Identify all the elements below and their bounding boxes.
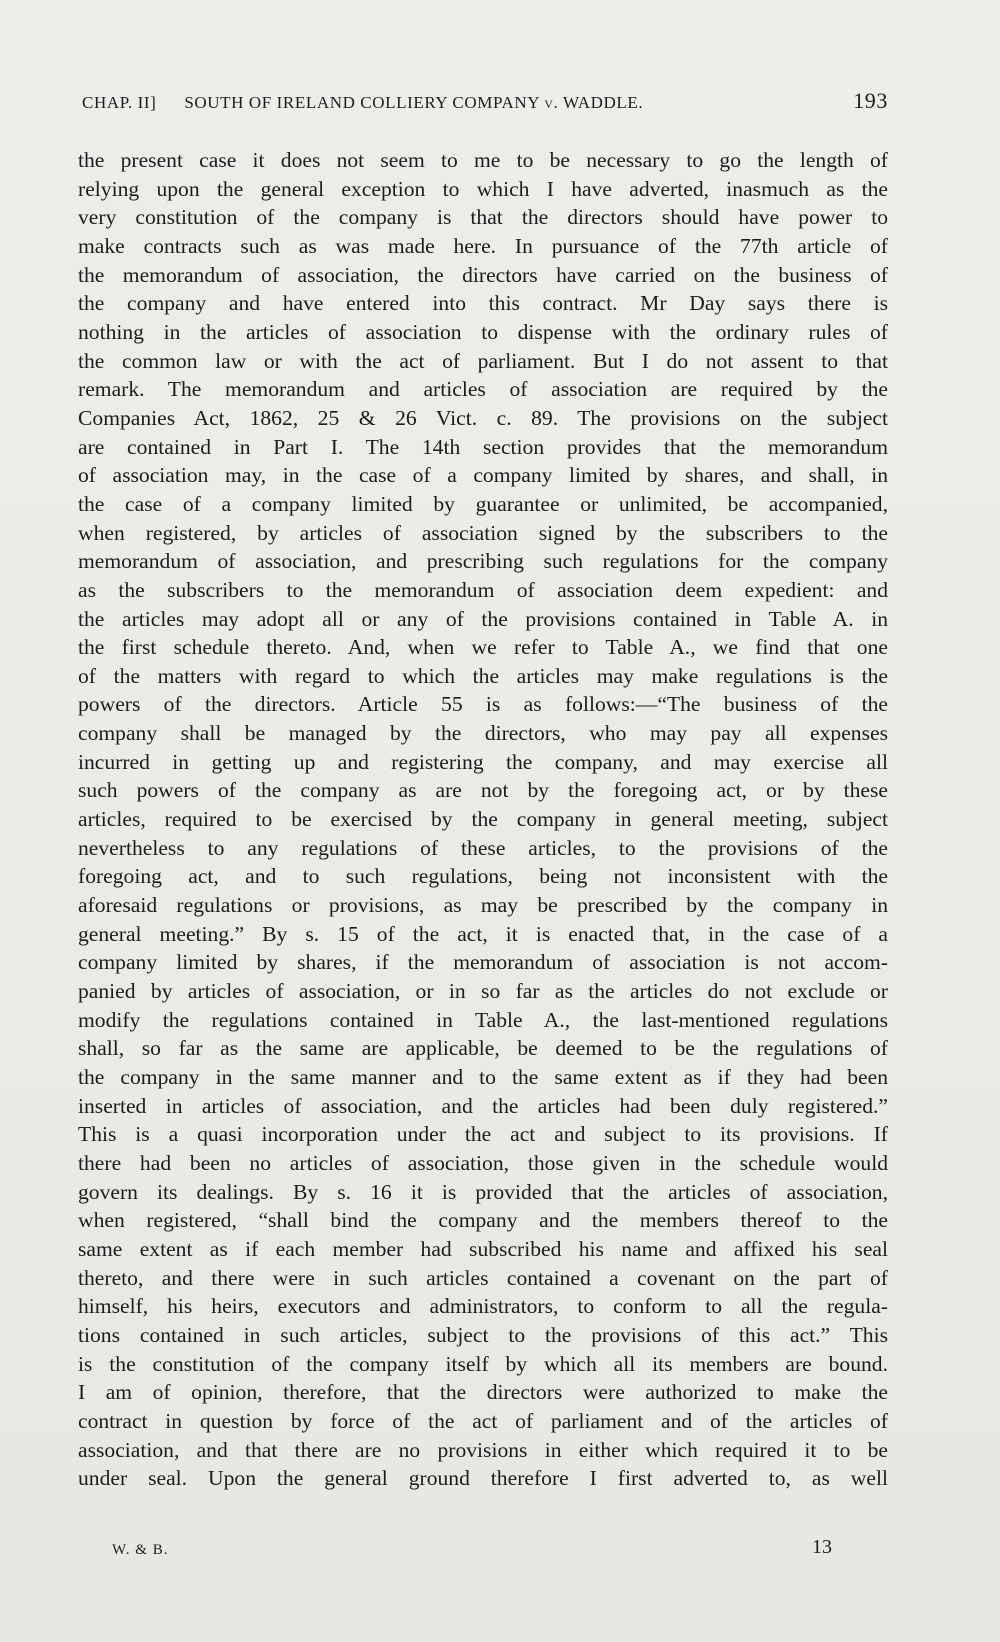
text-line: are contained in Part I. The 14th section provides that the memorandum: [78, 434, 888, 459]
page-number: 193: [853, 88, 888, 113]
text-line: This is a quasi incorporation under the act and subject to its provisions. If: [78, 1122, 888, 1147]
case-title: SOUTH OF IRELAND COLLIERY COMPANY v. WADDLE.: [184, 93, 644, 112]
text-line: remark. The memorandum and articles of association are required by the: [78, 377, 888, 402]
text-line: of association may, in the case of a company limited by shares, and shall, in: [78, 463, 888, 488]
text-line: company limited by shares, if the memorandum of association is not accom-: [78, 950, 888, 975]
text-line: articles, required to be exercised by the company in general meeting, subject: [78, 807, 888, 832]
text-line: Companies Act, 1862, 25 & 26 Vict. c. 89. The provisions on the subject: [78, 405, 888, 430]
text-line: shall, so far as the same are applicable, be deemed to be the regulations of: [78, 1036, 888, 1061]
text-line: the case of a company limited by guarantee or unlimited, be accompanied,: [78, 491, 888, 516]
text-line: the company and have entered into this contract. Mr Day says there is: [78, 291, 888, 316]
text-line: thereto, and there were in such articles contained a covenant on the part of: [78, 1265, 888, 1290]
sheet-number: 13: [812, 1536, 832, 1558]
running-head: [82, 88, 888, 120]
text-line: the common law or with the act of parliament. But I do not assent to that: [78, 348, 888, 373]
text-line: under seal. Upon the general ground therefore I first adverted to, as well: [78, 1466, 888, 1491]
body-text: [78, 146, 888, 1493]
text-line: there had been no articles of association, those given in the schedule would: [78, 1150, 888, 1175]
text-line: is the constitution of the company itself by which all its members are bound.: [78, 1351, 888, 1376]
text-line: powers of the directors. Article 55 is as follows:—“The business of the: [78, 692, 888, 717]
text-line: same extent as if each member had subscribed his name and affixed his seal: [78, 1236, 888, 1261]
text-line: when registered, by articles of association signed by the subscribers to the: [78, 520, 888, 545]
printer-signature: W. & B.: [112, 1542, 169, 1558]
text-line: make contracts such as was made here. In pursuance of the 77th article of: [78, 233, 888, 258]
text-line: nevertheless to any regulations of these articles, to the provisions of the: [78, 835, 888, 860]
text-line: tions contained in such articles, subject to the provisions of this act.” This: [78, 1322, 888, 1347]
text-line: general meeting.” By s. 15 of the act, it is enacted that, in the case of a: [78, 921, 888, 946]
text-line: of the matters with regard to which the articles may make regulations is the: [78, 663, 888, 688]
text-line: the memorandum of association, the directors have carried on the business of: [78, 262, 888, 287]
text-line: association, and that there are no provisions in either which required it to be: [78, 1437, 888, 1462]
text-line: contract in question by force of the act of parliament and of the articles of: [78, 1408, 888, 1433]
text-line: company shall be managed by the directors, who may pay all expenses: [78, 721, 888, 746]
text-line: inserted in articles of association, and the articles had been duly registered.”: [78, 1093, 888, 1118]
text-line: govern its dealings. By s. 16 it is provided that the articles of association,: [78, 1179, 888, 1204]
text-line: modify the regulations contained in Table A., the last-mentioned regulations: [78, 1007, 888, 1032]
text-line: the company in the same manner and to the same extent as if they had been: [78, 1065, 888, 1089]
text-line: incurred in getting up and registering the company, and may exercise all: [78, 749, 888, 774]
text-line: himself, his heirs, executors and administrators, to conform to all the regula-: [78, 1294, 888, 1319]
text-line: the present case it does not seem to me to be necessary to go the length of: [78, 148, 888, 172]
text-line: panied by articles of association, or in so far as the articles do not exclude or: [78, 979, 888, 1004]
text-line: such powers of the company as are not by the foregoing act, or by these: [78, 778, 888, 803]
text-line: relying upon the general exception to which I have adverted, inasmuch as the: [78, 176, 888, 201]
text-line: as the subscribers to the memorandum of association deem expedient: and: [78, 577, 888, 602]
text-line: very constitution of the company is that the directors should have power to: [78, 205, 888, 230]
text-line: when registered, “shall bind the company and the members thereof to the: [78, 1208, 888, 1233]
text-line: the articles may adopt all or any of the provisions contained in Table A. in: [78, 606, 888, 631]
chapter-label: CHAP. II]: [82, 93, 157, 112]
text-line: memorandum of association, and prescribing such regulations for the company: [78, 549, 888, 574]
text-line: nothing in the articles of association to dispense with the ordinary rules of: [78, 319, 888, 344]
text-line: I am of opinion, therefore, that the directors were authorized to make the: [78, 1380, 888, 1405]
text-line: the first schedule thereto. And, when we refer to Table A., we find that one: [78, 635, 888, 660]
text-line: foregoing act, and to such regulations, being not inconsistent with the: [78, 864, 888, 889]
text-line: aforesaid regulations or provisions, as may be prescribed by the company in: [78, 893, 888, 918]
